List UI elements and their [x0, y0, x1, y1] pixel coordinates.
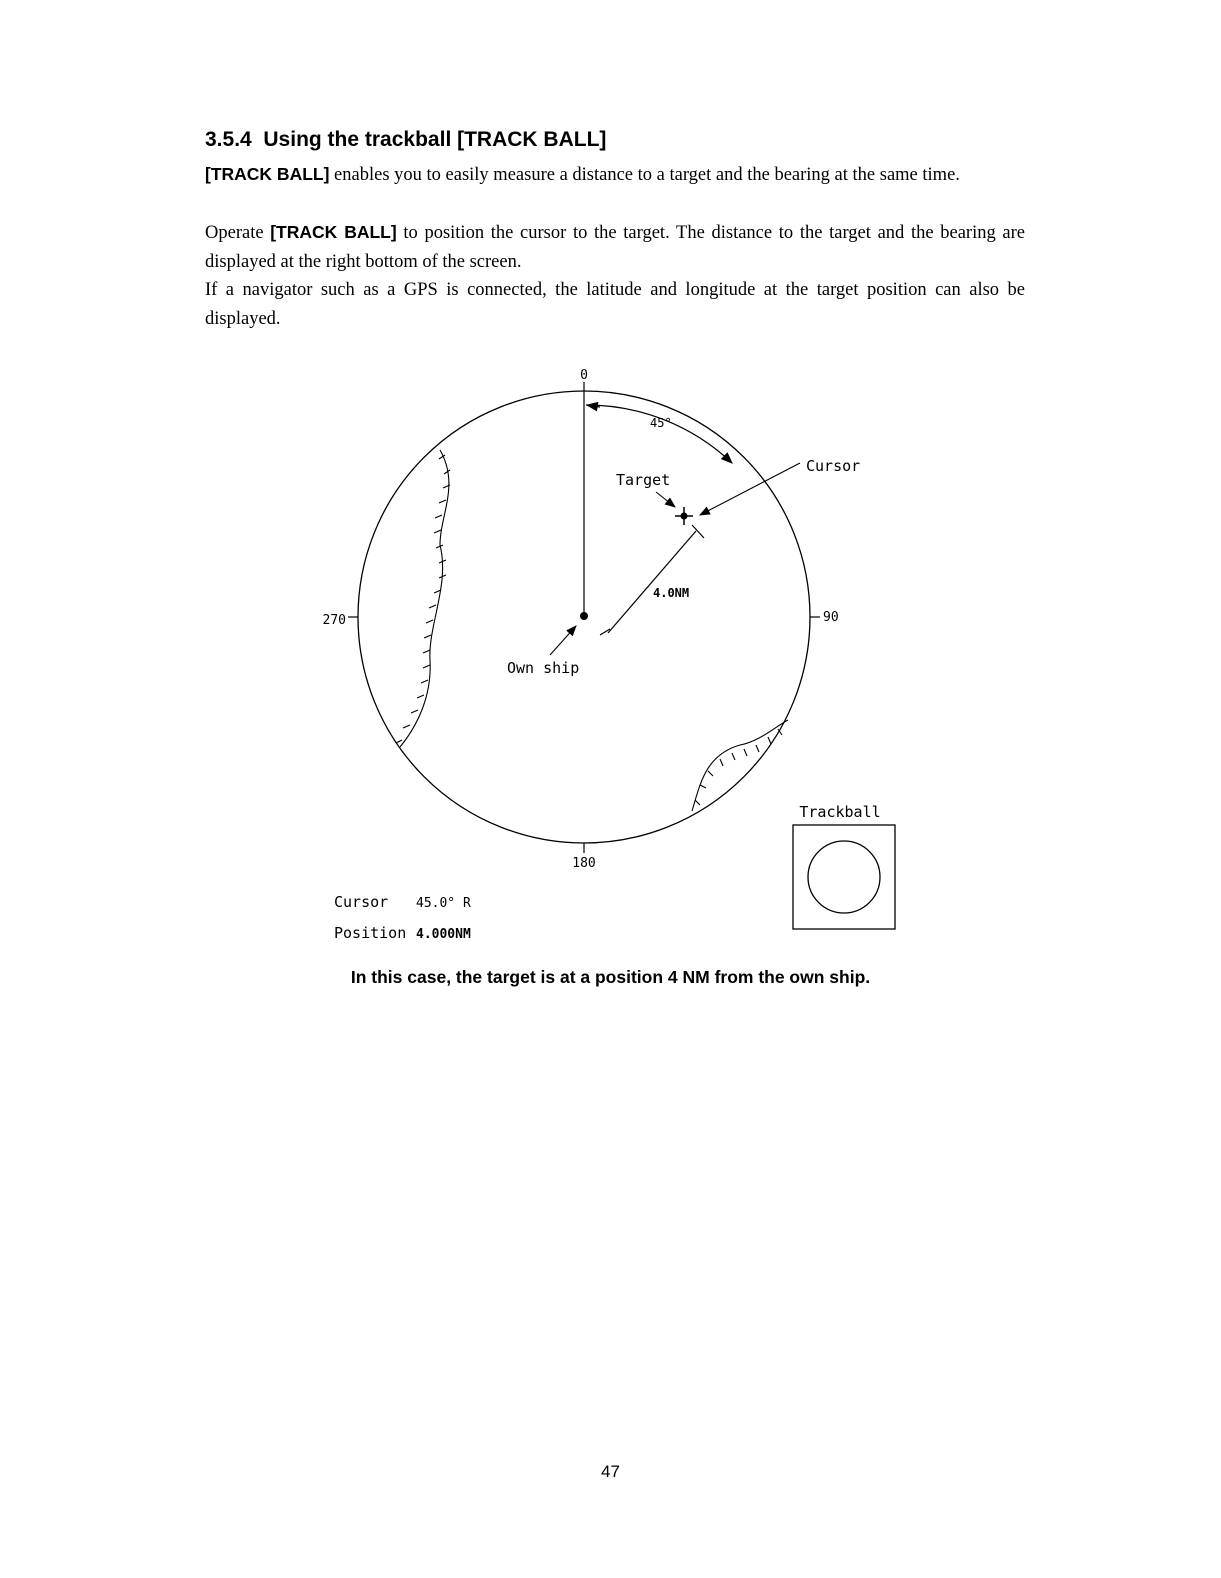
bearing-label-270: 270: [322, 613, 346, 628]
cursor-label: Cursor: [806, 457, 861, 475]
coastline-right: [692, 720, 788, 811]
section-number: 3.5.4: [205, 128, 252, 151]
section-heading: [205, 128, 606, 152]
own-ship-marker: [580, 612, 588, 620]
readout-position-value: 4.000NM: [416, 927, 471, 942]
page-number: 47: [601, 1462, 620, 1481]
readout-cursor-value: 45.0° R: [416, 896, 471, 911]
paragraph-operate: Operate [TRACK BALL] to position the cursor to the target. The distance to the target and the bearing are displayed at the right bottom of the screen.: [205, 222, 1025, 272]
distance-arrow-top: [692, 525, 704, 538]
coastline-left: [396, 450, 450, 747]
readout-cursor-label: Cursor: [334, 893, 389, 911]
target-pointer: [656, 492, 675, 507]
target-label: Target: [616, 471, 671, 489]
bearing-label-180: 180: [572, 856, 596, 871]
bearing-arc: [586, 405, 732, 463]
own-ship-label: Own ship: [507, 659, 580, 677]
trackball-key-name: [TRACK BALL]: [205, 164, 330, 184]
trackball-icon: [808, 841, 880, 913]
paragraph-intro: [TRACK BALL] enables you to easily measure a distance to a target and the bearing at the same time.: [205, 164, 960, 185]
angle-label: 45°: [650, 416, 672, 430]
cursor-pointer-line: [700, 463, 800, 515]
readout-position-label: Position: [334, 924, 407, 942]
own-ship-pointer: [550, 626, 576, 655]
bearing-label-0: 0: [580, 368, 588, 383]
trackball-label: Trackball: [799, 803, 881, 821]
paragraph-gps: If a navigator such as a GPS is connected, the latitude and longitude at the target position can also be displayed.: [205, 280, 1025, 329]
figure-caption: In this case, the target is at a position 4 NM from the own ship.: [350, 967, 871, 987]
radar-diagram: [300, 355, 920, 955]
trackball-key-name: [TRACK BALL]: [270, 222, 397, 242]
target-marker: [675, 507, 693, 525]
section-title: Using the trackball [TRACK BALL]: [263, 128, 607, 151]
distance-line: [608, 531, 696, 633]
bearing-label-90: 90: [823, 610, 839, 625]
distance-label: 4.0NM: [653, 586, 690, 600]
